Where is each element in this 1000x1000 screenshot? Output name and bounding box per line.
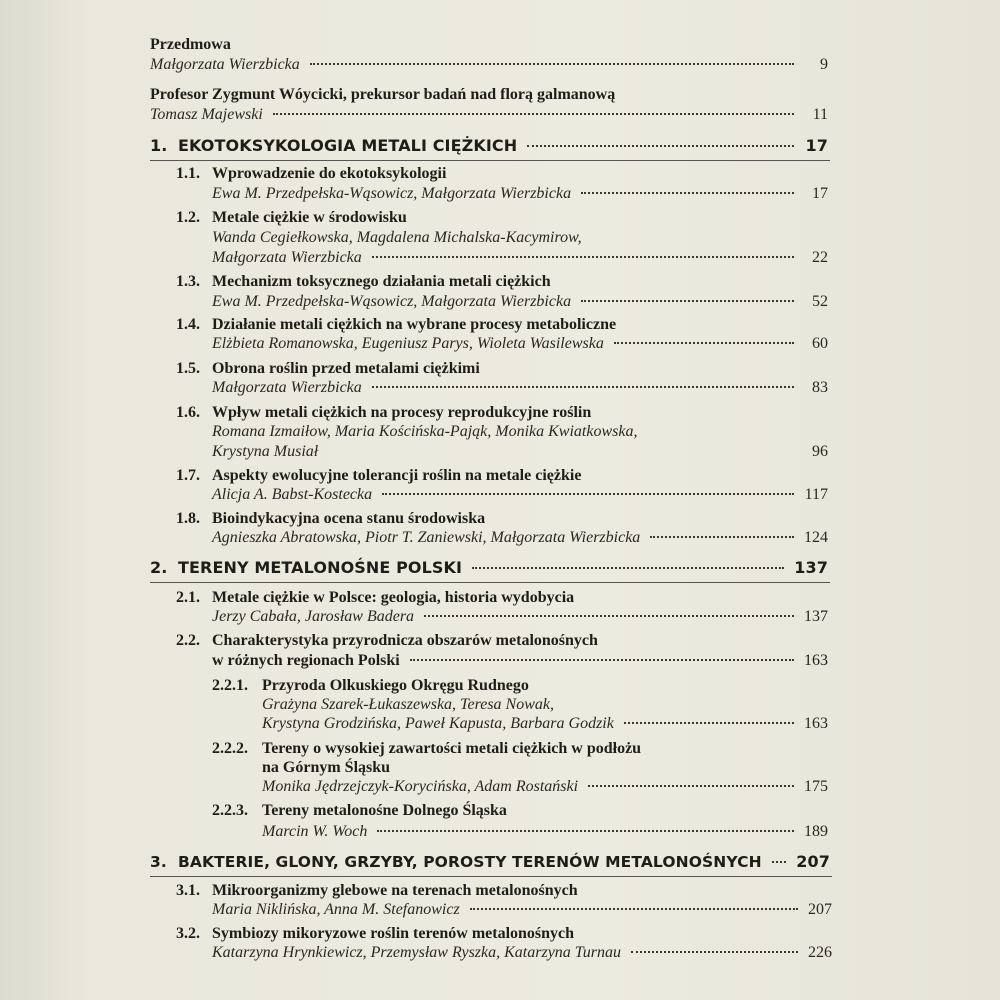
toc-item-authors: Jerzy Cabała, Jarosław Badera 137 (212, 608, 828, 625)
page-number: 163 (804, 715, 828, 732)
page-number: 11 (812, 106, 828, 123)
toc-item-title: 3.1. Mikroorganizmy glebowe na terenach metalonośnych (176, 882, 578, 899)
page-number: 207 (808, 901, 832, 918)
toc-item-authors: Małgorzata Wierzbicka 83 (212, 379, 828, 396)
toc-item-title: 1.8. Bioindykacyjna ocena stanu środowiska (176, 510, 486, 527)
leader-dots (527, 145, 794, 147)
leader-dots (377, 830, 794, 832)
toc-entry-authors: Małgorzata Wierzbicka 9 (150, 56, 828, 73)
toc-entry-authors: Tomasz Majewski 11 (150, 106, 828, 123)
page-number: 9 (820, 56, 828, 73)
toc-item-authors: Ewa M. Przedpełska-Wąsowicz, Małgorzata Wierzbicka 17 (212, 185, 828, 202)
section-divider (150, 582, 830, 583)
page-number: 226 (808, 944, 832, 961)
toc-item-authors: Katarzyna Hrynkiewicz, Przemysław Ryszka, Katarzyna Turnau 226 (212, 944, 832, 961)
leader-dots (424, 615, 794, 617)
leader-dots (581, 300, 794, 302)
section-heading: 3. BAKTERIE, GLONY, GRZYBY, POROSTY TERENÓW METALONOŚNYCH 207 (150, 852, 830, 871)
page-number: 83 (812, 379, 828, 396)
leader-dots (310, 63, 794, 65)
section-divider (150, 160, 830, 161)
leader-dots (470, 908, 798, 910)
toc-subitem-title: 2.2.2. Tereny o wysokiej zawartości metali ciężkich w podłożu (212, 740, 642, 757)
leader-dots (614, 342, 794, 344)
leader-dots (581, 192, 794, 194)
toc-subitem-authors: Krystyna Grodzińska, Paweł Kapusta, Barbara Godzik 163 (262, 715, 828, 732)
toc-item-title: 1.1. Wprowadzenie do ekotoksykologii (176, 165, 447, 182)
leader-dots (410, 659, 794, 661)
toc-item-authors: Elżbieta Romanowska, Eugeniusz Parys, Wioleta Wasilewska 60 (212, 335, 828, 352)
leader-dots (273, 113, 794, 115)
toc-subitem-title: 2.2.1. Przyroda Olkuskiego Okręgu Rudnego (212, 677, 529, 694)
toc-item-title: 1.2. Metale ciężkie w środowisku (176, 209, 407, 226)
page-number: 207 (796, 852, 830, 871)
section-divider (150, 876, 832, 877)
leader-dots (772, 861, 787, 863)
toc-subitem-authors: Monika Jędrzejczyk-Korycińska, Adam Rostański 175 (262, 778, 828, 795)
leader-dots (631, 951, 798, 953)
page-number: 96 (812, 443, 828, 460)
toc-item-title-continued: w różnych regionach Polski 163 (212, 652, 828, 669)
page-number: 137 (794, 558, 828, 577)
page-number: 163 (804, 652, 828, 669)
page-number: 52 (812, 293, 828, 310)
leader-dots (624, 722, 794, 724)
page-number: 124 (804, 529, 828, 546)
page-number: 17 (812, 185, 828, 202)
leader-dots (382, 493, 794, 495)
toc-item-title: 1.5. Obrona roślin przed metalami ciężkimi (176, 360, 480, 377)
toc-item-title: 2.2. Charakterystyka przyrodnicza obszarów metalonośnych (176, 632, 598, 649)
section-heading: 1. EKOTOKSYKOLOGIA METALI CIĘŻKICH 17 (150, 136, 828, 155)
toc-subitem-title: 2.2.3. Tereny metalonośne Dolnego Śląska (212, 802, 507, 819)
toc-entry-title: Profesor Zygmunt Wóycicki, prekursor badań nad florą galmanową (150, 86, 616, 103)
toc-item-authors: Krystyna Musiał 96 (212, 443, 828, 460)
toc-subitem-authors: Grażyna Szarek-Łukaszewska, Teresa Nowak, (262, 696, 554, 713)
toc-item-title: 1.4. Działanie metali ciężkich na wybrane procesy metaboliczne (176, 316, 617, 333)
toc-item-authors: Agnieszka Abratowska, Piotr T. Zaniewski, Małgorzata Wierzbicka 124 (212, 529, 828, 546)
toc-item-authors: Ewa M. Przedpełska-Wąsowicz, Małgorzata Wierzbicka 52 (212, 293, 828, 310)
leader-dots (372, 386, 794, 388)
toc-item-title: 1.6. Wpływ metali ciężkich na procesy reprodukcyjne roślin (176, 404, 592, 421)
toc-subitem-title-continued: na Górnym Śląsku (262, 759, 391, 776)
toc-item-title: 1.3. Mechanizm toksycznego działania metali ciężkich (176, 273, 551, 290)
toc-item-authors: Małgorzata Wierzbicka 22 (212, 249, 828, 266)
leader-dots (650, 536, 794, 538)
page-number: 60 (812, 335, 828, 352)
page-number: 117 (804, 486, 828, 503)
toc-entry-title: Przedmowa (150, 36, 231, 53)
toc-item-title: 1.7. Aspekty ewolucyjne tolerancji roślin na metale ciężkie (176, 467, 582, 484)
page-number: 137 (804, 608, 828, 625)
toc-item-authors: Maria Niklińska, Anna M. Stefanowicz 207 (212, 901, 832, 918)
page-number: 22 (812, 249, 828, 266)
page-number: 175 (804, 778, 828, 795)
leader-dots (372, 256, 794, 258)
page-number: 189 (804, 823, 828, 840)
toc-item-authors: Romana Izmaiłow, Maria Kościńska-Pająk, Monika Kwiatkowska, (212, 423, 638, 440)
toc-subitem-authors: Marcin W. Woch 189 (262, 823, 828, 840)
toc-item-title: 3.2. Symbiozy mikoryzowe roślin terenów metalonośnych (176, 925, 575, 942)
page-number: 17 (805, 136, 828, 155)
toc-item-authors: Wanda Cegiełkowska, Magdalena Michalska-Kacymirow, (212, 229, 582, 246)
toc-item-authors: Alicja A. Babst-Kostecka 117 (212, 486, 828, 503)
leader-dots (472, 567, 784, 569)
leader-dots (588, 785, 794, 787)
toc-item-title: 2.1. Metale ciężkie w Polsce: geologia, historia wydobycia (176, 589, 575, 606)
section-heading: 2. TERENY METALONOŚNE POLSKI 137 (150, 558, 828, 577)
